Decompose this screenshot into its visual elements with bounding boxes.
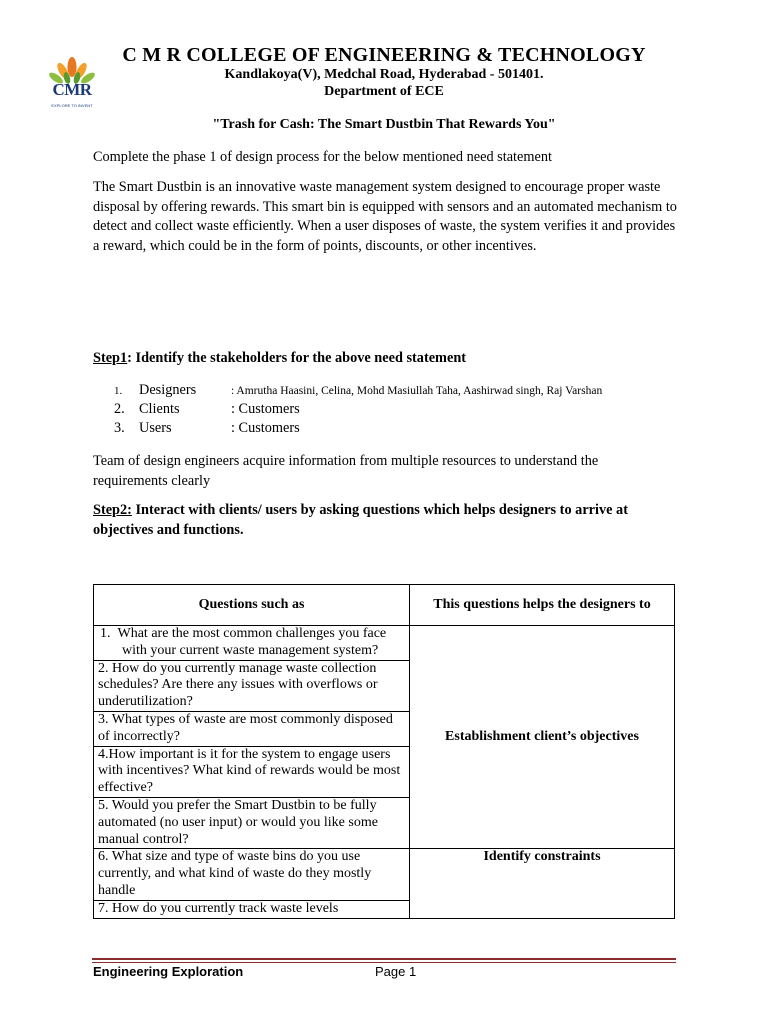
table-header-questions: Questions such as [94, 585, 410, 626]
question-cell: 4.How important is it for the system to engage users with incentives? What kind of rewards would be most effective? [94, 746, 410, 797]
footer-divider [92, 958, 676, 960]
list-number: 2. [114, 401, 125, 417]
department: Department of ECE [324, 84, 444, 99]
table-row [94, 849, 675, 900]
question-cell: 6. What size and type of waste bins do you use currently, and what kind of waste do they mostly handle [94, 849, 410, 900]
team-text: Team of design engineers acquire information from multiple resources to understand the requirements clearly [93, 453, 599, 489]
question-cell: 1. What are the most common challenges you face with your current waste management system? [94, 626, 410, 661]
footer-divider-thin [92, 962, 676, 963]
question-cell: 5. Would you prefer the Smart Dustbin to be fully automated (no user input) or would you like some manual control? [94, 797, 410, 848]
college-name: C M R COLLEGE OF ENGINEERING & TECHNOLOGY [122, 44, 646, 66]
step2-text: Interact with clients/ users by asking questions which helps designers to arrive at objectives and functions. [93, 502, 628, 538]
objective-cell: Establishment client’s objectives [410, 626, 675, 849]
stakeholder-role: Designers [139, 382, 197, 398]
step1-heading [93, 349, 683, 369]
step2-heading [93, 501, 683, 540]
question-cell: 7. How do you currently track waste levels [94, 900, 410, 918]
question-cell: 3. What types of waste are most commonly disposed of incorrectly? [94, 711, 410, 746]
stakeholder-list [114, 381, 602, 438]
list-number: 3. [114, 420, 125, 436]
logo-tagline: EXPLORE TO INVENT [51, 103, 93, 108]
constraint-cell: Identify constraints [410, 849, 675, 918]
list-item [114, 419, 602, 438]
table-header-row [94, 585, 675, 626]
stakeholder-role: Clients [139, 401, 180, 417]
footer-page-number: Page 1 [375, 964, 417, 979]
step1-label: Step1 [93, 350, 128, 366]
stakeholder-value: : Amrutha Haasini, Celina, Mohd Masiullah Taha, Aashirwad singh, Raj Varshan [231, 385, 603, 397]
list-item [114, 381, 602, 400]
table-header-purpose: This questions helps the designers to [410, 585, 675, 626]
step1-text: : Identify the stakeholders for the above need statement [127, 350, 467, 366]
stakeholder-role: Users [139, 420, 172, 436]
document-title: "Trash for Cash: The Smart Dustbin That Rewards You" [212, 117, 556, 132]
question-cell: 2. How do you currently manage waste collection schedules? Are there any issues with overflows or underutilization? [94, 660, 410, 711]
questions-table [93, 584, 675, 919]
list-number: 1. [114, 385, 123, 397]
table-row [94, 626, 675, 661]
footer-course-name: Engineering Exploration [93, 964, 244, 979]
list-item [114, 400, 602, 419]
need-statement: The Smart Dustbin is an innovative waste management system designed to encourage proper waste disposal by offering rewards. This smart bin is equipped with sensors and an automated mechanism to detect and collect waste efficiently. When a user disposes of waste, the system verifies it and provides a reward, which could be in the form of points, discounts, or other incentives. [93, 179, 677, 254]
stakeholder-value: : Customers [231, 401, 300, 417]
logo-text: CMR [52, 80, 92, 99]
stakeholder-value: : Customers [231, 420, 300, 436]
step2-label: Step2: [93, 502, 132, 518]
intro-text: Complete the phase 1 of design process for the below mentioned need statement [93, 149, 552, 165]
college-address: Kandlakoya(V), Medchal Road, Hyderabad - 501401. [224, 67, 544, 82]
